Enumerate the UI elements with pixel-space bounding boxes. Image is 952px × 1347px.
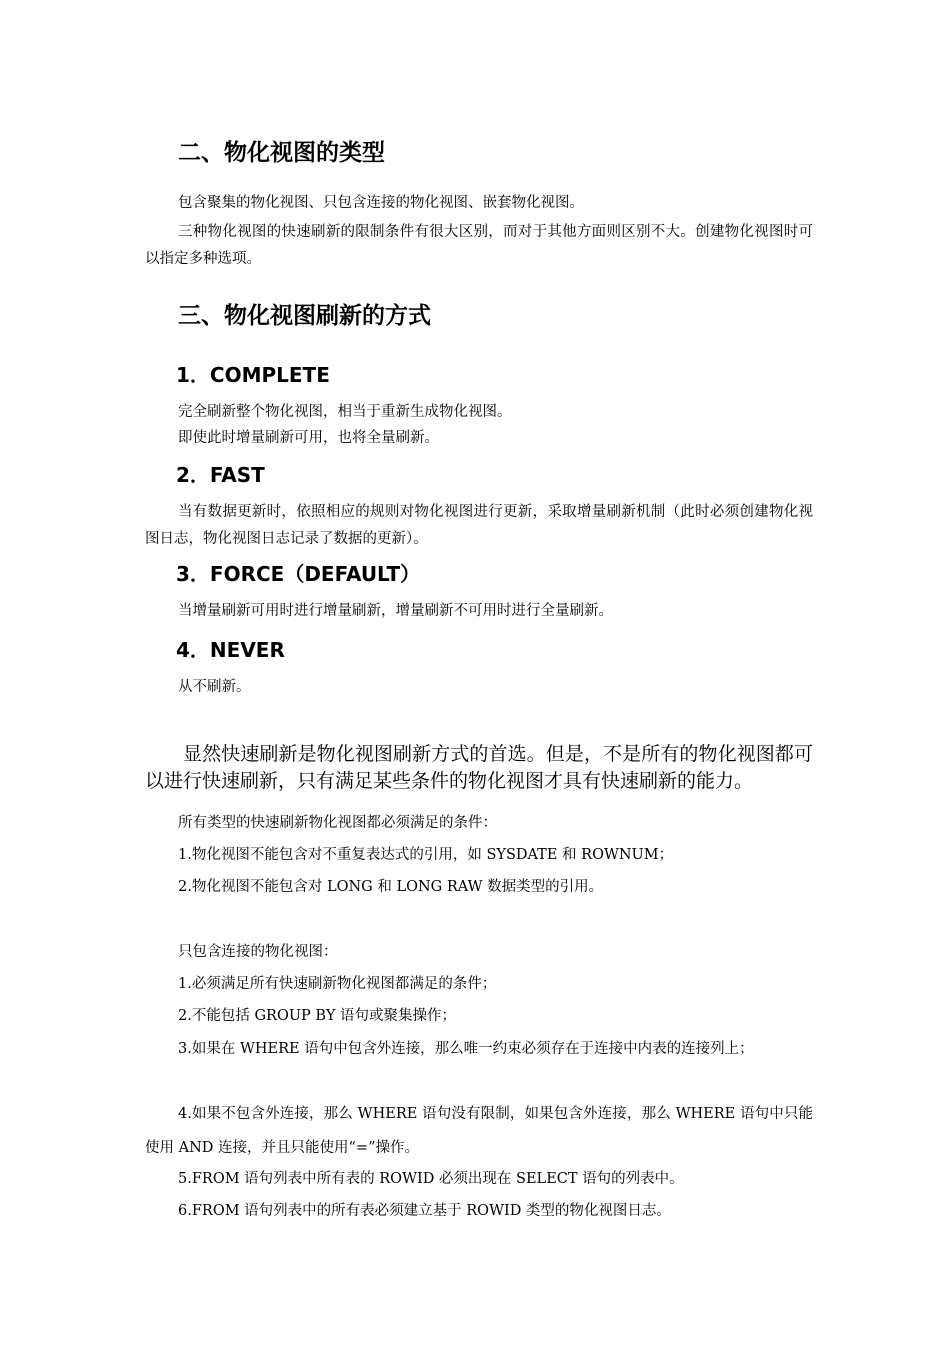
join-only-item-1: 1.必须满足所有快速刷新物化视图都满足的条件； (178, 976, 497, 992)
section-heading-refresh: 三、物化视图刷新的方式 (178, 303, 431, 329)
force-text: 当增量刷新可用时进行增量刷新，增量刷新不可用时进行全量刷新。 (178, 603, 613, 619)
all-types-item-2: 2.物化视图不能包含对 LONG 和 LONG RAW 数据类型的引用。 (178, 879, 604, 895)
all-types-intro: 所有类型的快速刷新物化视图都必须满足的条件： (178, 815, 497, 831)
summary-paragraph: 显然快速刷新是物化视图刷新方式的首选。但是，不是所有的物化视图都可以进行快速刷新，只有满足某些条件的物化视图才具有快速刷新的能力。 (145, 743, 813, 792)
section-heading-types: 二、物化视图的类型 (178, 140, 385, 166)
types-paragraph-2: 三种物化视图的快速刷新的限制条件有很大区别，而对于其他方面则区别不大。创建物化视图时可以指定多种选项。 (145, 224, 813, 267)
subheading-complete: 1．COMPLETE (176, 363, 330, 387)
complete-line-1: 完全刷新整个物化视图，相当于重新生成物化视图。 (178, 404, 512, 420)
join-only-item-2: 2.不能包括 GROUP BY 语句或聚集操作； (178, 1008, 456, 1024)
join-only-item-3: 3.如果在 WHERE 语句中包含外连接，那么唯一约束必须存在于连接中内表的连接列上； (178, 1041, 754, 1057)
join-only-item-5: 5.FROM 语句列表中所有表的 ROWID 必须出现在 SELECT 语句的列表中。 (178, 1171, 684, 1187)
subheading-never: 4．NEVER (176, 638, 285, 662)
types-paragraph-1: 包含聚集的物化视图、只包含连接的物化视图、嵌套物化视图。 (178, 195, 584, 211)
fast-text: 当有数据更新时，依照相应的规则对物化视图进行更新，采取增量刷新机制（此时必须创建物化视图日志，物化视图日志记录了数据的更新）。 (145, 504, 813, 547)
never-text: 从不刷新。 (178, 679, 251, 695)
join-only-intro: 只包含连接的物化视图： (178, 944, 338, 960)
complete-line-2: 即使此时增量刷新可用，也将全量刷新。 (178, 430, 439, 446)
all-types-item-1: 1.物化视图不能包含对不重复表达式的引用，如 SYSDATE 和 ROWNUM； (178, 847, 674, 863)
subheading-force: 3．FORCE（DEFAULT） (176, 562, 421, 586)
join-only-item-6: 6.FROM 语句列表中的所有表必须建立基于 ROWID 类型的物化视图日志。 (178, 1203, 671, 1219)
subheading-fast: 2．FAST (176, 463, 265, 487)
join-only-item-4: 4.如果不包含外连接，那么 WHERE 语句没有限制，如果包含外连接，那么 WHERE 语句中只能使用 AND 连接，并且只能使用“=”操作。 (145, 1106, 813, 1156)
